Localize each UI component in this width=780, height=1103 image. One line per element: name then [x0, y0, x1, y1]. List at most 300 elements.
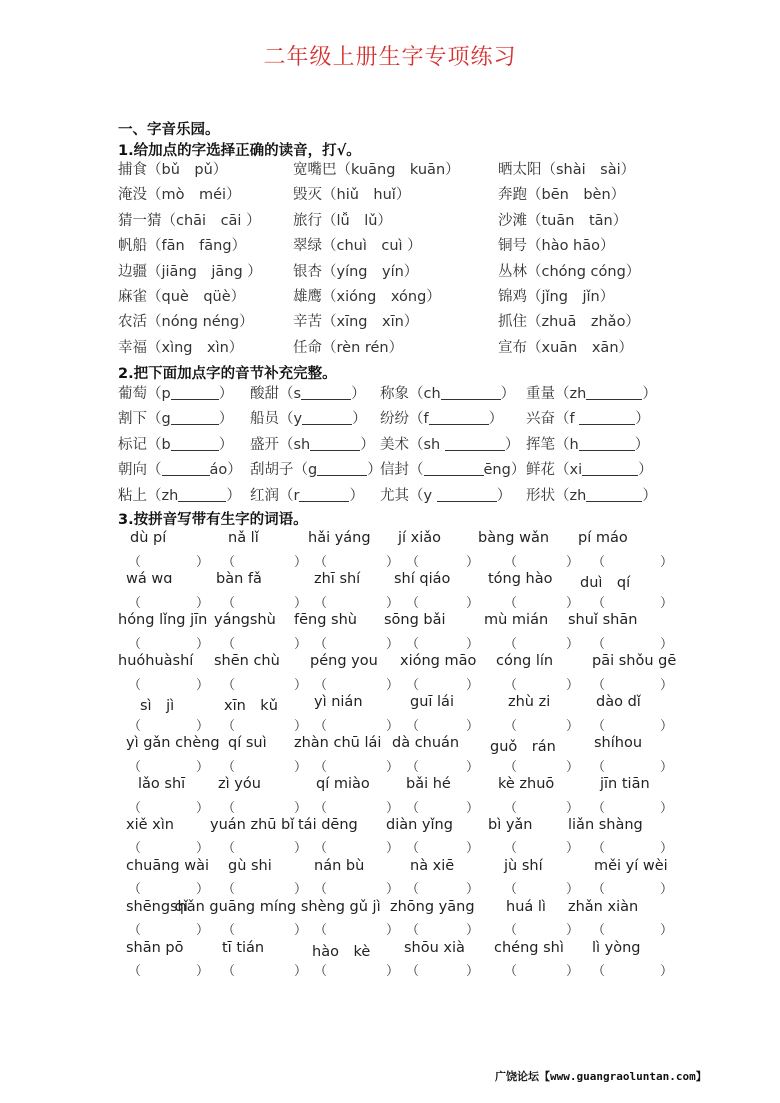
q2-row: [118, 484, 678, 509]
q2-item: [250, 484, 364, 505]
answer-paren-open[interactable]: （: [314, 964, 328, 980]
pinyin-prompt: huóhuàshí: [118, 652, 194, 669]
answer-paren-open[interactable]: （: [592, 718, 606, 734]
answer-paren-open[interactable]: （: [504, 759, 518, 775]
answer-paren-close: ）: [196, 595, 210, 611]
q2-suffix: ）: [488, 411, 504, 428]
pinyin-prompt: jí xiǎo: [398, 530, 442, 546]
q2-row: [118, 433, 678, 458]
answer-paren-open[interactable]: （: [504, 554, 518, 570]
q2-item: [526, 458, 653, 479]
answer-paren-open[interactable]: （: [504, 800, 518, 816]
pinyin-prompt: zì yóu: [218, 775, 261, 792]
q1-item: 农活（nóng néng）: [118, 314, 254, 331]
answer-paren-close: ）: [294, 636, 308, 652]
answer-paren-open[interactable]: （: [314, 554, 328, 570]
q2-row: [118, 382, 678, 407]
answer-blank[interactable]: [310, 436, 360, 451]
pinyin-prompt: hào kè: [312, 943, 371, 960]
answer-paren-open[interactable]: （: [314, 595, 328, 611]
answer-row: [118, 674, 678, 694]
pinyin-prompt: yì gǎn chèng: [126, 734, 220, 751]
answer-paren-open[interactable]: （: [128, 923, 142, 939]
q2-item: [250, 433, 375, 454]
pinyin-row: [118, 776, 678, 797]
pinyin-row: [118, 899, 678, 920]
answer-paren-open[interactable]: （: [128, 554, 142, 570]
answer-paren-close: ）: [566, 677, 580, 693]
answer-paren-open[interactable]: （: [128, 595, 142, 611]
pinyin-prompt: péng you: [310, 652, 378, 669]
answer-paren-close: ）: [660, 636, 674, 652]
pinyin-prompt: yuán zhū bǐ: [210, 816, 295, 833]
q2-suffix: ）: [360, 436, 375, 453]
q2-prefix: 重量（zh: [526, 386, 587, 402]
q2-suffix: ）: [635, 411, 650, 428]
answer-paren-open[interactable]: （: [406, 759, 420, 775]
pinyin-prompt: tái dēng: [298, 816, 358, 833]
answer-paren-open[interactable]: （: [406, 923, 420, 939]
answer-paren-close: ）: [566, 554, 580, 570]
pinyin-prompt: chéng shì: [494, 939, 564, 956]
answer-blank[interactable]: [441, 385, 501, 400]
answer-paren-close: ）: [386, 841, 400, 857]
q2-prefix: 纷纷（f: [380, 411, 429, 428]
q2-item: [526, 484, 657, 505]
pinyin-row: [118, 571, 678, 592]
pinyin-prompt: shí qiáo: [394, 570, 451, 587]
q2-suffix: ）: [226, 487, 241, 504]
q2-suffix: ）: [642, 487, 657, 504]
q1-row: [118, 336, 678, 361]
q2-item: [118, 458, 242, 479]
answer-row: [118, 633, 678, 653]
answer-blank[interactable]: [582, 461, 638, 476]
answer-paren-close: ）: [660, 923, 674, 939]
answer-paren-open[interactable]: （: [406, 841, 420, 857]
answer-paren-open[interactable]: （: [222, 923, 236, 939]
answer-paren-close: ）: [466, 964, 480, 980]
q2-prefix: 盛开（sh: [250, 436, 311, 453]
q1-item: 沙滩（tuān tān）: [498, 212, 628, 229]
answer-paren-close: ）: [196, 923, 210, 939]
q2-item: [118, 433, 233, 454]
answer-paren-close: ）: [660, 841, 674, 857]
pinyin-prompt: nà xiē: [410, 857, 455, 874]
pinyin-prompt: dù pí: [130, 530, 167, 546]
q1-item: 辛苦（xīng xīn）: [293, 314, 419, 331]
pinyin-prompt: qí miào: [316, 775, 370, 792]
answer-paren-close: ）: [386, 800, 400, 816]
answer-paren-close: ）: [466, 759, 480, 775]
pinyin-prompt: mù mián: [484, 611, 549, 628]
answer-paren-open[interactable]: （: [314, 759, 328, 775]
answer-paren-close: ）: [386, 759, 400, 775]
answer-row: [118, 797, 678, 817]
answer-paren-open[interactable]: （: [222, 718, 236, 734]
answer-paren-close: ）: [386, 595, 400, 611]
q1-item: 淹没（mò méi）: [118, 187, 241, 204]
pinyin-prompt: shǎn guāng míng shèng gǔ jì: [170, 898, 381, 915]
answer-paren-open[interactable]: （: [128, 677, 142, 693]
answer-paren-open[interactable]: （: [504, 964, 518, 980]
answer-blank[interactable]: [178, 487, 226, 502]
pinyin-prompt: liǎn shàng: [568, 816, 643, 833]
answer-paren-open[interactable]: （: [504, 677, 518, 693]
q2-item: [526, 382, 657, 403]
q2-prefix: 挥笔（h: [526, 436, 579, 453]
answer-paren-open[interactable]: （: [128, 759, 142, 775]
q2-suffix: ）: [496, 487, 512, 504]
answer-paren-close: ）: [386, 882, 400, 898]
pinyin-row: [118, 694, 678, 715]
pinyin-prompt: bǎi hé: [406, 775, 451, 792]
answer-paren-open[interactable]: （: [504, 718, 518, 734]
answer-paren-open[interactable]: （: [222, 882, 236, 898]
pinyin-prompt: hóng lǐng jīn: [118, 611, 208, 628]
answer-paren-open[interactable]: （: [406, 882, 420, 898]
answer-paren-close: ）: [466, 554, 480, 570]
answer-blank[interactable]: [445, 436, 505, 451]
pinyin-row: [118, 735, 678, 756]
q2-suffix: ）: [352, 411, 367, 428]
answer-paren-open[interactable]: （: [128, 718, 142, 734]
answer-paren-open[interactable]: （: [504, 923, 518, 939]
pinyin-prompt: shíhou: [594, 734, 643, 751]
answer-paren-close: ）: [566, 595, 580, 611]
answer-blank[interactable]: [171, 436, 219, 451]
pinyin-prompt: shuǐ shān: [568, 611, 638, 628]
pinyin-prompt: yángshù: [214, 611, 276, 628]
q2-prefix: 船员（y: [250, 411, 303, 428]
q2-prefix: 称象（ch: [380, 386, 441, 402]
q2-item: [526, 433, 649, 454]
q2-item: [380, 407, 503, 428]
answer-paren-close: ）: [294, 882, 308, 898]
answer-paren-open[interactable]: （: [592, 882, 606, 898]
q2-row: [118, 407, 678, 432]
pinyin-prompt: zhōng yāng: [390, 898, 475, 915]
answer-paren-close: ）: [196, 800, 210, 816]
answer-paren-open[interactable]: （: [592, 677, 606, 693]
answer-blank[interactable]: [429, 410, 489, 425]
q2-prefix: 刮胡子（g: [250, 462, 318, 479]
answer-paren-open[interactable]: （: [128, 636, 142, 652]
q1-item: 边疆（jiāng jāng ）: [118, 263, 262, 280]
q1-item: 宽嘴巴（kuāng kuān）: [293, 162, 460, 178]
answer-paren-open[interactable]: （: [592, 595, 606, 611]
answer-blank[interactable]: [302, 410, 352, 425]
pinyin-prompt: lǎo shī: [138, 775, 186, 792]
q1-item: 捕食（bǔ pǔ）: [118, 162, 228, 178]
answer-paren-close: ）: [660, 595, 674, 611]
q1-item: 麻雀（què qüè）: [118, 288, 246, 305]
answer-paren-close: ）: [294, 964, 308, 980]
answer-blank[interactable]: [317, 461, 367, 476]
answer-paren-close: ）: [466, 595, 480, 611]
q1-row: [118, 183, 678, 208]
q2-prefix: 酸甜（s: [250, 386, 302, 402]
answer-paren-close: ）: [660, 882, 674, 898]
q2-prefix: 兴奋（f: [526, 411, 580, 428]
pinyin-prompt: dà chuán: [392, 734, 460, 751]
pinyin-prompt: tī tián: [222, 939, 265, 956]
answer-paren-close: ）: [466, 841, 480, 857]
pinyin-row: [118, 940, 678, 961]
q2-prefix: 鲜花（xi: [526, 462, 583, 479]
answer-paren-close: ）: [566, 800, 580, 816]
answer-paren-close: ）: [386, 554, 400, 570]
q2-prefix: 葡萄（p: [118, 386, 171, 402]
pinyin-prompt: qí suì: [228, 734, 267, 751]
answer-paren-close: ）: [386, 677, 400, 693]
q2-suffix: ）: [218, 436, 234, 453]
answer-paren-open[interactable]: （: [314, 718, 328, 734]
q2-item: [526, 407, 650, 428]
q2-suffix: ）: [638, 462, 653, 479]
q2-prefix: 美术（sh: [380, 436, 445, 453]
answer-paren-open[interactable]: （: [128, 964, 142, 980]
answer-paren-open[interactable]: （: [504, 636, 518, 652]
answer-paren-open[interactable]: （: [504, 595, 518, 611]
pinyin-row: [118, 817, 678, 838]
q2-item: [380, 458, 525, 479]
answer-blank[interactable]: [301, 385, 351, 400]
answer-paren-open[interactable]: （: [504, 882, 518, 898]
answer-paren-open[interactable]: （: [222, 800, 236, 816]
answer-paren-close: ）: [566, 882, 580, 898]
pinyin-row: [118, 612, 678, 633]
q2-grid: [118, 382, 678, 509]
pinyin-prompt: jīn tiān: [600, 775, 650, 792]
page-title: 二年级上册生字专项练习: [263, 45, 517, 70]
answer-paren-close: ）: [196, 554, 210, 570]
q1-item: 锦鸡（jǐng jǐn）: [498, 288, 615, 305]
q2-prefix: 红润（r: [250, 487, 300, 504]
q1-item: 丛林（chóng cóng）: [498, 263, 641, 280]
pinyin-prompt: gù shi: [228, 857, 272, 874]
answer-paren-open[interactable]: （: [222, 636, 236, 652]
q1-row: [118, 209, 678, 234]
answer-paren-open[interactable]: （: [406, 800, 420, 816]
pinyin-prompt: kè zhuō: [498, 775, 555, 792]
answer-paren-close: ）: [660, 718, 674, 734]
q1-item: 毁灭（hiǔ huǐ）: [293, 187, 411, 204]
answer-paren-close: ）: [294, 800, 308, 816]
q2-suffix: áo）: [209, 462, 242, 479]
answer-blank[interactable]: [424, 461, 484, 476]
answer-paren-open[interactable]: （: [128, 882, 142, 898]
answer-paren-close: ）: [466, 636, 480, 652]
q2-row: [118, 458, 678, 483]
pinyin-prompt: xīn kǔ: [224, 697, 278, 714]
answer-paren-open[interactable]: （: [406, 964, 420, 980]
q2-item: [380, 484, 511, 505]
q2-prefix: 割下（g: [118, 411, 171, 428]
answer-blank[interactable]: [579, 436, 635, 451]
q3-grid: [118, 530, 678, 981]
pinyin-prompt: shēn chù: [214, 652, 280, 669]
answer-paren-close: ）: [566, 718, 580, 734]
answer-blank[interactable]: [586, 487, 642, 502]
answer-paren-open[interactable]: （: [128, 800, 142, 816]
answer-paren-close: ）: [294, 718, 308, 734]
answer-paren-close: ）: [566, 964, 580, 980]
answer-paren-close: ）: [196, 718, 210, 734]
footer-source: 广饶论坛【www.guangraoluntan.com】: [495, 1070, 707, 1083]
answer-paren-close: ）: [566, 841, 580, 857]
q1-item: 翠绿（chuì cuì ）: [293, 238, 422, 255]
pinyin-prompt: zhàn chū lái: [294, 734, 382, 751]
q1-heading: 1.给加点的字选择正确的读音，打√。: [118, 143, 361, 159]
answer-blank[interactable]: [171, 410, 219, 425]
q1-item: 帆船（fān fāng）: [118, 238, 247, 255]
pinyin-prompt: zhī shí: [314, 570, 361, 587]
answer-paren-close: ）: [566, 636, 580, 652]
answer-paren-open[interactable]: （: [222, 841, 236, 857]
answer-paren-close: ）: [196, 677, 210, 693]
q2-suffix: ）: [218, 411, 234, 428]
answer-paren-open[interactable]: （: [222, 595, 236, 611]
answer-paren-open[interactable]: （: [406, 718, 420, 734]
answer-blank[interactable]: [171, 385, 219, 400]
answer-paren-close: ）: [196, 882, 210, 898]
answer-blank[interactable]: [579, 410, 635, 425]
answer-paren-close: ）: [294, 677, 308, 693]
answer-paren-close: ）: [566, 923, 580, 939]
q1-row: [118, 158, 678, 183]
answer-blank[interactable]: [162, 461, 210, 476]
q2-suffix: ）: [367, 462, 382, 479]
q1-item: 猜一猜（chāi cāi ）: [118, 212, 261, 229]
answer-paren-open[interactable]: （: [314, 677, 328, 693]
q1-item: 雄鹰（xióng xóng）: [293, 288, 441, 305]
answer-paren-close: ）: [660, 759, 674, 775]
q2-item: [250, 458, 382, 479]
answer-paren-open[interactable]: （: [314, 882, 328, 898]
pinyin-prompt: huá lì: [506, 898, 546, 915]
pinyin-prompt: pāi shǒu gē: [592, 652, 677, 669]
answer-paren-open[interactable]: （: [592, 923, 606, 939]
answer-paren-open[interactable]: （: [592, 554, 606, 570]
pinyin-row: [118, 653, 678, 674]
q2-item: [118, 382, 233, 403]
pinyin-prompt: cóng lín: [496, 652, 554, 669]
pinyin-prompt: wá wɑ: [126, 570, 173, 587]
q2-suffix: ēng）: [483, 462, 526, 479]
answer-row: [118, 919, 678, 939]
answer-paren-close: ）: [660, 964, 674, 980]
answer-blank[interactable]: [437, 487, 497, 502]
q2-suffix: ）: [500, 386, 516, 402]
answer-paren-open[interactable]: （: [406, 595, 420, 611]
answer-row: [118, 592, 678, 612]
answer-paren-open[interactable]: （: [314, 800, 328, 816]
answer-paren-open[interactable]: （: [222, 677, 236, 693]
pinyin-prompt: hǎi yáng: [308, 530, 371, 546]
pinyin-row: [118, 530, 678, 551]
answer-paren-open[interactable]: （: [128, 841, 142, 857]
answer-paren-close: ）: [294, 923, 308, 939]
pinyin-prompt: lì yòng: [592, 939, 641, 956]
q2-suffix: ）: [634, 436, 650, 453]
answer-paren-open[interactable]: （: [504, 841, 518, 857]
q2-suffix: ）: [642, 386, 657, 402]
pinyin-prompt: shān pō: [126, 939, 184, 956]
q2-suffix: ）: [218, 386, 234, 402]
answer-paren-open[interactable]: （: [222, 759, 236, 775]
q2-item: [250, 407, 367, 428]
q1-item: 任命（rèn rén）: [293, 339, 404, 356]
pinyin-prompt: shēng qǐ: [126, 898, 188, 915]
q2-item: [118, 484, 241, 505]
q1-row: [118, 234, 678, 259]
q2-prefix: 粘上（zh: [118, 487, 179, 504]
answer-paren-open[interactable]: （: [592, 841, 606, 857]
answer-paren-open[interactable]: （: [592, 800, 606, 816]
q1-grid: [118, 158, 678, 361]
pinyin-prompt: zhǎn xiàn: [568, 898, 639, 915]
answer-paren-open[interactable]: （: [592, 759, 606, 775]
answer-blank[interactable]: [299, 487, 349, 502]
q2-prefix: 朝向（: [118, 462, 162, 479]
answer-paren-close: ）: [294, 841, 308, 857]
q2-item: [380, 433, 519, 454]
q1-item: 幸福（xìng xìn）: [118, 339, 244, 356]
pinyin-prompt: nǎ lǐ: [228, 530, 259, 546]
answer-row: [118, 878, 678, 898]
pinyin-prompt: duì qí: [580, 574, 631, 591]
answer-paren-close: ）: [466, 882, 480, 898]
answer-paren-open[interactable]: （: [314, 636, 328, 652]
pinyin-prompt: sì jì: [140, 697, 175, 714]
section-heading: 一、字音乐园。: [118, 122, 220, 138]
pinyin-row: [118, 858, 678, 879]
answer-paren-open[interactable]: （: [406, 636, 420, 652]
pinyin-prompt: měi yí wèi: [594, 857, 668, 874]
answer-paren-close: ）: [386, 718, 400, 734]
answer-paren-close: ）: [196, 636, 210, 652]
answer-paren-open[interactable]: （: [592, 964, 606, 980]
answer-paren-open[interactable]: （: [406, 677, 420, 693]
answer-paren-open[interactable]: （: [406, 554, 420, 570]
answer-paren-close: ）: [294, 759, 308, 775]
q1-item: 宣布（xuān xān）: [498, 339, 634, 356]
q1-item: 铜号（hào hāo）: [498, 238, 615, 255]
q2-prefix: 形状（zh: [526, 487, 587, 504]
answer-paren-open[interactable]: （: [314, 841, 328, 857]
q2-prefix: 标记（b: [118, 436, 171, 453]
answer-paren-close: ）: [660, 677, 674, 693]
answer-paren-close: ）: [466, 677, 480, 693]
answer-paren-open[interactable]: （: [592, 636, 606, 652]
answer-paren-open[interactable]: （: [222, 964, 236, 980]
answer-paren-close: ）: [196, 841, 210, 857]
pinyin-prompt: bàng wǎn: [478, 530, 550, 546]
answer-paren-close: ）: [386, 923, 400, 939]
pinyin-prompt: guī lái: [410, 693, 454, 710]
answer-paren-open[interactable]: （: [314, 923, 328, 939]
pinyin-prompt: chuāng wài: [126, 857, 210, 874]
pinyin-prompt: shōu xià: [404, 939, 465, 956]
answer-blank[interactable]: [586, 385, 642, 400]
answer-row: [118, 756, 678, 776]
q2-item: [380, 382, 515, 403]
pinyin-prompt: jù shí: [504, 857, 543, 874]
answer-paren-open[interactable]: （: [222, 554, 236, 570]
pinyin-prompt: xióng māo: [400, 652, 477, 669]
pinyin-prompt: xiě xìn: [126, 816, 174, 833]
